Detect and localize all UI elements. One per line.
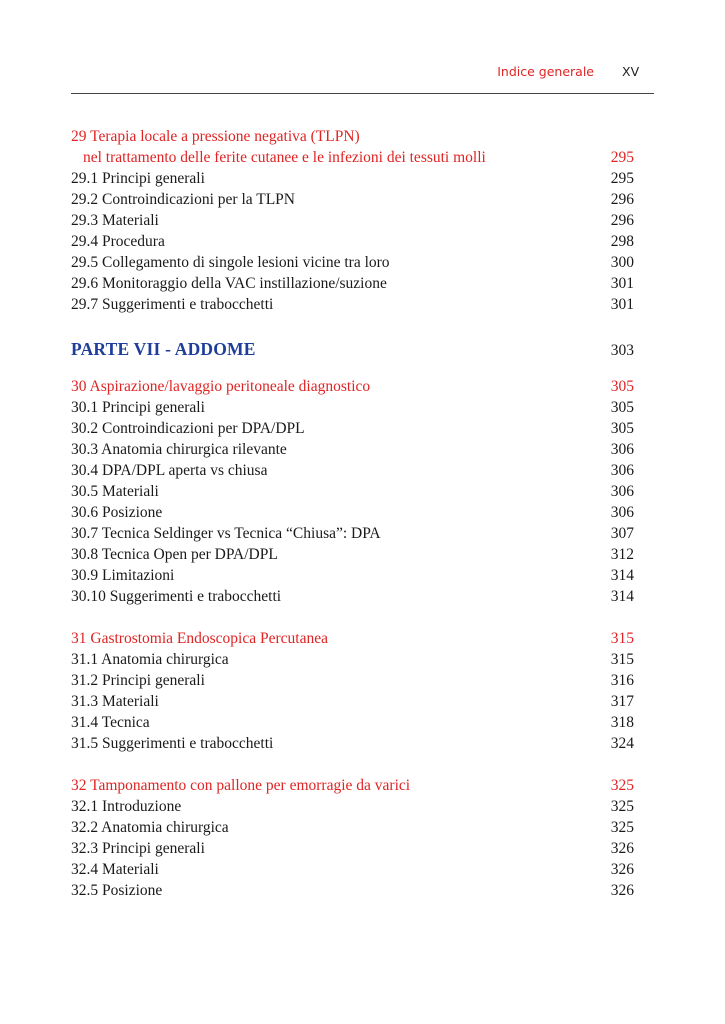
part-7-heading[interactable] (71, 336, 634, 362)
chapter-31-heading[interactable] (71, 628, 634, 649)
toc-entry[interactable]: 32.3 Principi generali 326 (71, 840, 634, 857)
toc-entry[interactable]: 32.1 Introduzione 325 (71, 798, 634, 815)
toc-entry[interactable]: 32.5 Posizione 326 (71, 882, 634, 899)
chapter-30-title: 30 Aspirazione/lavaggio peritoneale diagnostico (71, 378, 371, 395)
header-page-number: XV (622, 64, 640, 79)
toc-entry[interactable]: 32.4 Materiali 326 (71, 861, 634, 878)
toc-entry[interactable]: 32.2 Anatomia chirurgica 325 (71, 819, 634, 836)
part-7-title: PARTE VII - ADDOME (71, 339, 256, 359)
toc-entry[interactable]: 29.1 Principi generali 295 (71, 170, 634, 187)
toc-entry[interactable]: 30.5 Materiali 306 (71, 483, 634, 500)
chapter-32-page: 325 (610, 777, 634, 794)
toc-entry[interactable]: 30.3 Anatomia chirurgica rilevante 306 (71, 441, 634, 458)
toc-entry[interactable]: 31.5 Suggerimenti e trabocchetti 324 (71, 735, 634, 752)
toc-entry[interactable]: 30.1 Principi generali 305 (71, 399, 634, 416)
chapter-31-title: 31 Gastrostomia Endoscopica Percutanea (71, 630, 328, 647)
table-of-contents (71, 126, 634, 901)
toc-entry[interactable]: 29.6 Monitoraggio della VAC instillazione/suzione 301 (71, 275, 634, 292)
chapter-29-title: 29 Terapia locale a pressione negativa (TLPN) (71, 128, 360, 145)
toc-entry[interactable]: 29.2 Controindicazioni per la TLPN 296 (71, 191, 634, 208)
chapter-31-page: 315 (610, 630, 634, 647)
toc-entry[interactable]: 30.4 DPA/DPL aperta vs chiusa 306 (71, 462, 634, 479)
toc-entry[interactable]: 31.1 Anatomia chirurgica 315 (71, 651, 634, 668)
chapter-31-items (71, 649, 634, 754)
chapter-29-heading-line1[interactable] (71, 126, 634, 147)
header-section-title: Indice generale (497, 64, 594, 79)
chapter-29-page: 295 (610, 149, 634, 166)
toc-entry[interactable]: 29.7 Suggerimenti e trabocchetti 301 (71, 296, 634, 313)
toc-entry[interactable]: 31.3 Materiali 317 (71, 693, 634, 710)
toc-entry[interactable]: 30.10 Suggerimenti e trabocchetti 314 (71, 588, 634, 605)
toc-entry[interactable]: 29.4 Procedura 298 (71, 233, 634, 250)
toc-entry[interactable]: 30.7 Tecnica Seldinger vs Tecnica “Chiusa”: DPA 307 (71, 525, 634, 542)
chapter-29-items (71, 168, 634, 315)
chapter-32-heading[interactable] (71, 775, 634, 796)
chapter-30-page: 305 (610, 378, 634, 395)
toc-entry[interactable]: 29.3 Materiali 296 (71, 212, 634, 229)
chapter-32-items (71, 796, 634, 901)
chapter-30-heading[interactable] (71, 376, 634, 397)
toc-entry[interactable]: 30.9 Limitazioni 314 (71, 567, 634, 584)
chapter-29-title-cont: nel trattamento delle ferite cutanee e le infezioni dei tessuti molli (83, 149, 486, 166)
header-rule (71, 93, 654, 94)
toc-entry[interactable]: 29.5 Collegamento di singole lesioni vicine tra loro 300 (71, 254, 634, 271)
toc-entry[interactable]: 31.4 Tecnica 318 (71, 714, 634, 731)
toc-entry[interactable]: 31.2 Principi generali 316 (71, 672, 634, 689)
chapter-29-heading-line2[interactable] (71, 147, 634, 168)
toc-entry[interactable]: 30.2 Controindicazioni per DPA/DPL 305 (71, 420, 634, 437)
chapter-30-items (71, 397, 634, 607)
toc-entry[interactable]: 30.8 Tecnica Open per DPA/DPL 312 (71, 546, 634, 563)
running-header (0, 64, 725, 84)
toc-entry[interactable]: 30.6 Posizione 306 (71, 504, 634, 521)
part-7-page: 303 (610, 342, 634, 359)
chapter-32-title: 32 Tamponamento con pallone per emorragie da varici (71, 777, 411, 794)
